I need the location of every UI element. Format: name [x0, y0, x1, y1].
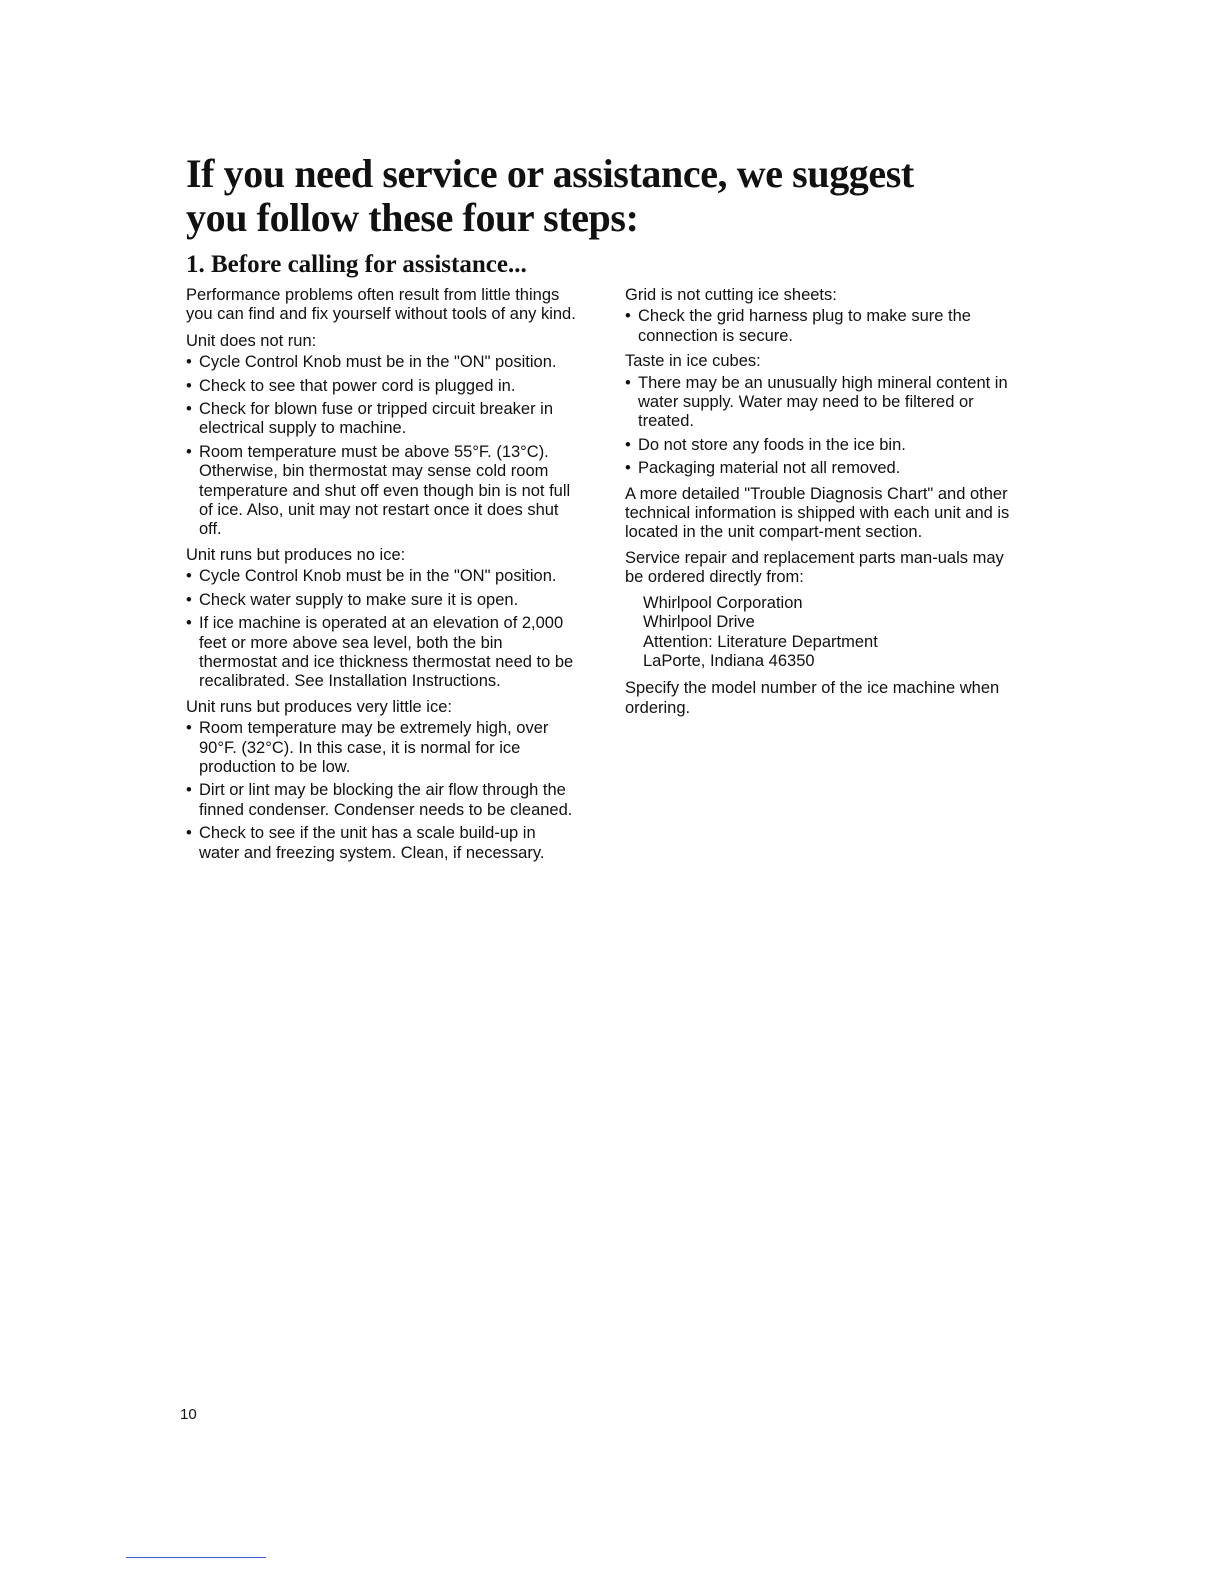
symptom-title: Unit runs but produces no ice: [186, 545, 406, 564]
list-item: • Room temperature must be above 55°F. (13°C). Otherwise, bin thermostat may sense cold room temperature and shut off even though bin is not full of ice. Also, unit may not restart once it does shut off. [186, 443, 576, 540]
remedy-list [625, 307, 1025, 346]
intro-paragraph: Performance problems often result from little things you can find and fix yourself without tools of any kind. [186, 286, 576, 324]
list-item: • If ice machine is operated at an elevation of 2,000 feet or more above sea level, both the bin thermostat and ice thickness thermostat need to be recalibrated. See Installation Instructions. [186, 614, 576, 692]
address-line: Whirlpool Corporation [643, 593, 803, 612]
mailing-address [643, 594, 1025, 672]
page-number: 10 [180, 1406, 197, 1423]
page-title [186, 152, 1086, 240]
footer-divider [126, 1557, 266, 1558]
list-item: • Do not store any foods in the ice bin. [625, 436, 1025, 455]
specify-model-note: Specify the model number of the ice machine when ordering. [625, 679, 1000, 717]
address-line: LaPorte, Indiana 46350 [643, 651, 815, 670]
section-title: 1. Before calling for assistance... [186, 251, 527, 278]
right-column [625, 286, 1025, 724]
list-item: • Cycle Control Knob must be in the "ON" position. [186, 353, 576, 372]
list-item: • Check to see if the unit has a scale build-up in water and freezing system. Clean, if necessary. [186, 824, 576, 863]
symptom-title: Unit runs but produces very little ice: [186, 697, 452, 716]
list-item: • Check the grid harness plug to make sure the connection is secure. [625, 307, 1025, 346]
page-title-line-2: you follow these four steps: [186, 195, 639, 240]
remedy-list [186, 567, 576, 691]
list-item: • Dirt or lint may be blocking the air flow through the finned condenser. Condenser needs to be cleaned. [186, 781, 576, 820]
diagnosis-chart-note: A more detailed "Trouble Diagnosis Chart" and other technical information is shipped with each unit and is located in the unit compart-ment section. [625, 484, 1010, 542]
list-item: • Check to see that power cord is plugged in. [186, 377, 576, 396]
list-item: • Packaging material not all removed. [625, 459, 1025, 478]
remedy-list [186, 353, 576, 540]
manuals-note: Service repair and replacement parts man-uals may be ordered directly from: [625, 548, 1004, 587]
left-column [186, 286, 576, 869]
page-title-line-1: If you need service or assistance, we suggest [186, 151, 914, 196]
symptom-title: Unit does not run: [186, 331, 317, 350]
list-item: • Check for blown fuse or tripped circuit breaker in electrical supply to machine. [186, 400, 576, 439]
symptom-title: Grid is not cutting ice sheets: [625, 286, 837, 304]
list-item: • Room temperature may be extremely high, over 90°F. (32°C). In this case, it is normal for ice production to be low. [186, 719, 576, 777]
symptom-title: Taste in ice cubes: [625, 352, 761, 371]
address-line: Attention: Literature Department [643, 632, 878, 651]
list-item: • Cycle Control Knob must be in the "ON" position. [186, 567, 576, 586]
remedy-list [625, 374, 1025, 479]
list-item: • There may be an unusually high mineral content in water supply. Water may need to be filtered or treated. [625, 374, 1025, 432]
address-line: Whirlpool Drive [643, 613, 755, 632]
remedy-list [186, 719, 576, 863]
list-item: • Check water supply to make sure it is open. [186, 591, 576, 610]
